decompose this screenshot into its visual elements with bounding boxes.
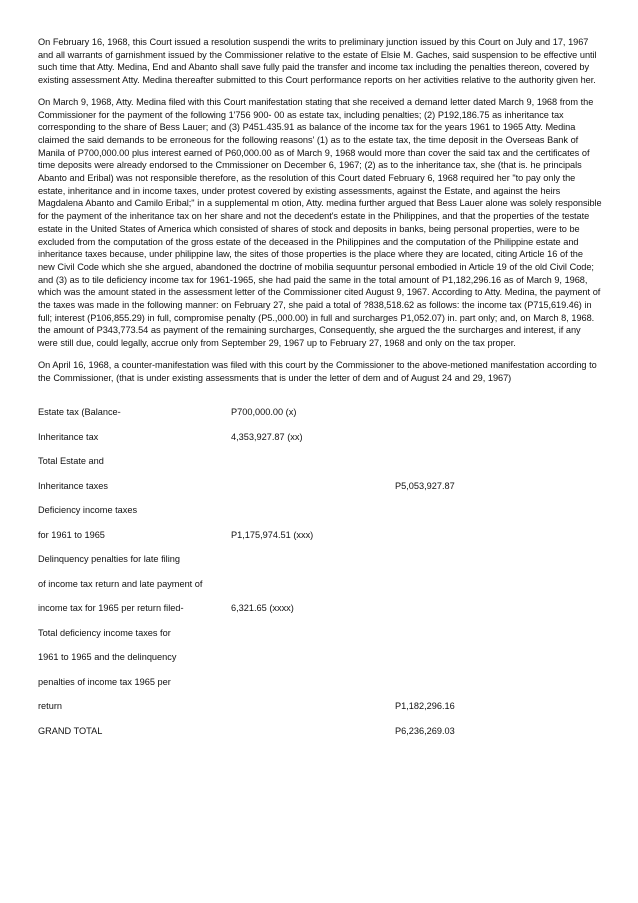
- table-row: [38, 529, 602, 554]
- row-label: return: [38, 701, 63, 712]
- row-amount: P1,175,974.51 (xxx): [231, 529, 314, 540]
- table-row: [38, 627, 602, 652]
- row-label: Inheritance taxes: [38, 480, 108, 491]
- table-row: [38, 676, 602, 701]
- row-label: Deficiency income taxes: [38, 505, 138, 516]
- paragraph-march-manifestation: On March 9, 1968, Atty. Medina filed with this Court manifestation stating that she received a demand letter dated March 9, 1968 from the Commissioner for the payment of the following 1'756 900- 00 as estate tax, including penalties; (2) P192,186.75 as inheritance tax corresponding to the share of Bess Lauer; and (3) P451.435.91 as balance of the income tax for the years 1961 to 1965 Atty. Medina claimed the said demands to be erroneous for the following reasons' (1) as to the estate tax, the time deposit in the Overseas Bank of Manila of P700,000.00 plus interest earned of P60,000.00 as of March 9, 1968 would more than cover the said tax and the certificates of time deposits were already endorsed to the Cmmissioner on December 6, 1967; (2) as to the inheritance tax, she (that is. he principals Abanto and Eribal) was not responsible therefore, as the resolution of this Court dated February 6, 1968 required her "to pay only the estate, inheritance and in income taxes, under protest covered by existing assessments, against the Estate, and against the heirs Magdalena Abanto and Camilo Eribal;" in a supplemental m otion, Atty. medina further argued that Bess Lauer alone was solely responsible for the payment of the inheritance tax on her share and not the decedent's estate in the Philippines, and that the properties of the testate estate in the United States of America which consisted of shares of stock and deposits in banks, being personal properties, were to be excluded from the computation of the gross estate of the deceased in the Philippines and the computation of the Philippine estate and inheritance taxes because, under philippine law, the sites of those properties is the place where they are located, citing Article 16 of the new Civil Code which she she argued, abandoned the doctrine of mobilia sequuntur personal embodied in Article 19 of the old Civil Code; and (3) as to tile deficiency income tax for 1961-1965, she had paid the same in the total amount of P1,182,296.16 as of March 9, 1968, which was the amount stated in the assessment letter of the Commissioner cited August 9, 1967. According to Atty. Medina, the payment of the taxes was made in the following manner: on February 27, she paid a total of ?838,518.62 as follows: the income tax (P715,619.46) in full; interest (P106,855.29) in full, compromise penalty (P5.,000.00) in full and surcharges P1,052.07) in. part only; and, on March 8, 1968. the amount of P343,773.54 as payment of the remaining surcharges, Consequently, she argued the the surcharges and interest, if any were still due, could legally, accrue only from September 29, 1967 up to February 27, 1968 and only on the tax proper.: [38, 96, 602, 349]
- table-row: [38, 480, 602, 505]
- row-label: Total deficiency income taxes for: [38, 627, 171, 638]
- row-label: Inheritance tax: [38, 431, 99, 442]
- row-total: P1,182,296.16: [395, 701, 455, 712]
- row-label: Estate tax (Balance-: [38, 407, 121, 418]
- tax-assessment-table: [38, 406, 602, 749]
- row-amount: P700,000.00 (x): [231, 407, 297, 418]
- table-row: [38, 431, 602, 456]
- table-row: [38, 504, 602, 529]
- row-label: of income tax return and late payment of: [38, 578, 203, 589]
- row-label: income tax for 1965 per return filed-: [38, 603, 184, 614]
- row-total: P6,236,269.03: [395, 725, 455, 736]
- row-label: Total Estate and: [38, 456, 104, 467]
- row-label: GRAND TOTAL: [38, 725, 103, 736]
- table-row: [38, 406, 602, 431]
- table-row: [38, 725, 602, 750]
- row-label: Delinquency penalties for late filing: [38, 554, 180, 565]
- table-row: [38, 700, 602, 725]
- row-amount: 4,353,927.87 (xx): [231, 431, 303, 442]
- row-label: for 1961 to 1965: [38, 529, 105, 540]
- row-label: 1961 to 1965 and the delinquency: [38, 652, 177, 663]
- table-row: [38, 553, 602, 578]
- table-row: [38, 651, 602, 676]
- table-row: [38, 455, 602, 480]
- table-row: [38, 578, 602, 603]
- row-amount: 6,321.65 (xxxx): [231, 603, 294, 614]
- document-page: [38, 36, 602, 749]
- row-total: P5,053,927.87: [395, 480, 455, 491]
- paragraph-february-resolution: On February 16, 1968, this Court issued a resolution suspendi the writs to preliminary junction issued by this Court on July and 17, 1967 and all warrants of garnishment issued by the Commissioner relative to the estate of Elsie M. Gaches, said suspension to be effective until such time that Atty. Medina, End and Abanto shall save fully paid the transfer and income tax including the penalties thereon, covered by existing assessment Atty. Medina thereafter submitted to this Court performance reports on her activities relative to the authority given her.: [38, 37, 597, 86]
- row-label: penalties of income tax 1965 per: [38, 676, 171, 687]
- table-row: [38, 602, 602, 627]
- paragraph-april-counter-manifestation: On April 16, 1968, a counter-manifestation was filed with this court by the Commissioner to the above-metioned manifestation according to the Commissioner, (that is under existing assessments that is under the letter of dem and of August 24 and 29, 1967): [38, 359, 597, 383]
